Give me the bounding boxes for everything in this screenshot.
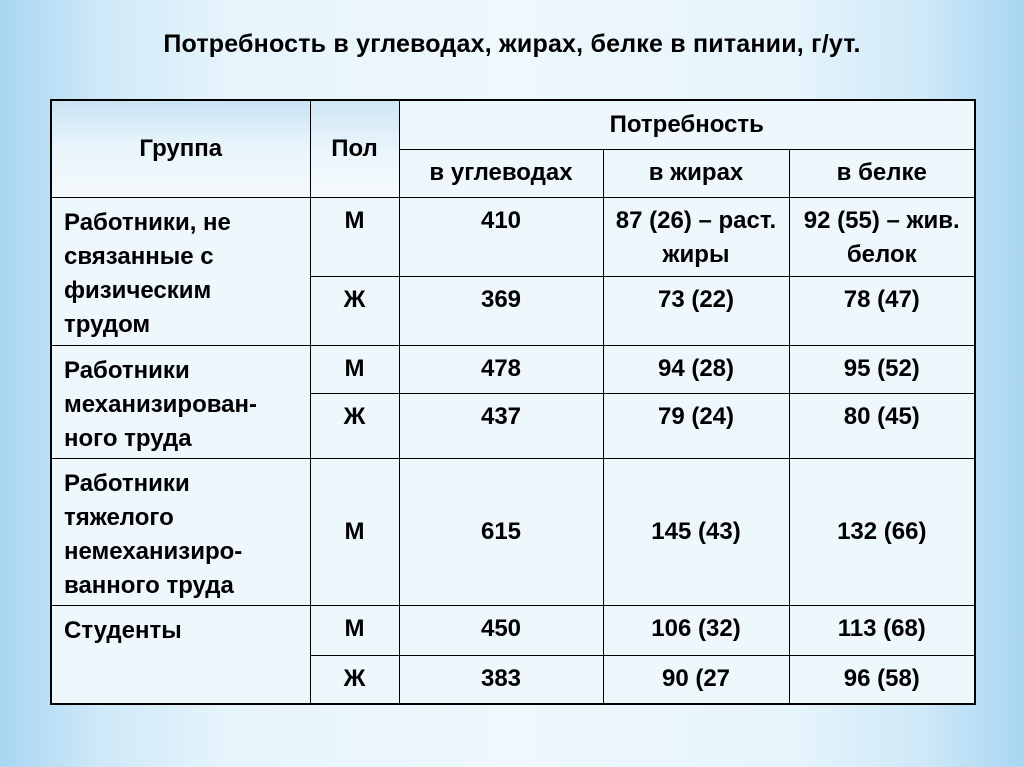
- fats-cell: 90 (27: [603, 655, 789, 704]
- protein-cell: 80 (45): [789, 393, 975, 458]
- carbs-cell: 437: [399, 393, 603, 458]
- protein-cell: 96 (58): [789, 655, 975, 704]
- sex-cell: Ж: [310, 393, 399, 458]
- carbs-cell: 383: [399, 655, 603, 704]
- header-need: Потребность: [399, 100, 975, 149]
- table-row: [51, 345, 975, 393]
- table-row: [51, 605, 975, 655]
- header-row: [51, 100, 975, 149]
- sex-cell: М: [310, 458, 399, 605]
- fats-cell: 106 (32): [603, 605, 789, 655]
- protein-cell: 92 (55) – жив. белок: [789, 197, 975, 276]
- sex-cell: М: [310, 197, 399, 276]
- group-label: Работники механизирован-ного труда: [51, 345, 310, 458]
- protein-cell: 132 (66): [789, 458, 975, 605]
- group-label: Работники, не связанные с физическим трудом: [51, 197, 310, 345]
- carbs-cell: 478: [399, 345, 603, 393]
- header-group: Группа: [51, 100, 310, 197]
- carbs-cell: 615: [399, 458, 603, 605]
- fats-cell: 94 (28): [603, 345, 789, 393]
- header-fats: в жирах: [603, 149, 789, 197]
- sex-cell: М: [310, 605, 399, 655]
- nutrition-table: [50, 99, 976, 705]
- page-title: Потребность в углеводах, жирах, белке в питании, г/ут.: [163, 30, 861, 58]
- protein-cell: 113 (68): [789, 605, 975, 655]
- header-sex: Пол: [310, 100, 399, 197]
- group-label: Работники тяжелого немеханизиро-ванного труда: [51, 458, 310, 605]
- carbs-cell: 410: [399, 197, 603, 276]
- carbs-cell: 369: [399, 276, 603, 345]
- protein-cell: 78 (47): [789, 276, 975, 345]
- group-label: Студенты: [51, 605, 310, 704]
- sex-cell: Ж: [310, 655, 399, 704]
- carbs-cell: 450: [399, 605, 603, 655]
- sex-cell: Ж: [310, 276, 399, 345]
- fats-cell: 79 (24): [603, 393, 789, 458]
- fats-cell: 73 (22): [603, 276, 789, 345]
- fats-cell: 145 (43): [603, 458, 789, 605]
- header-carbs: в углеводах: [399, 149, 603, 197]
- protein-cell: 95 (52): [789, 345, 975, 393]
- table-row: [51, 458, 975, 605]
- fats-cell: 87 (26) – раст. жиры: [603, 197, 789, 276]
- sex-cell: М: [310, 345, 399, 393]
- table-row: [51, 197, 975, 276]
- header-protein: в белке: [789, 149, 975, 197]
